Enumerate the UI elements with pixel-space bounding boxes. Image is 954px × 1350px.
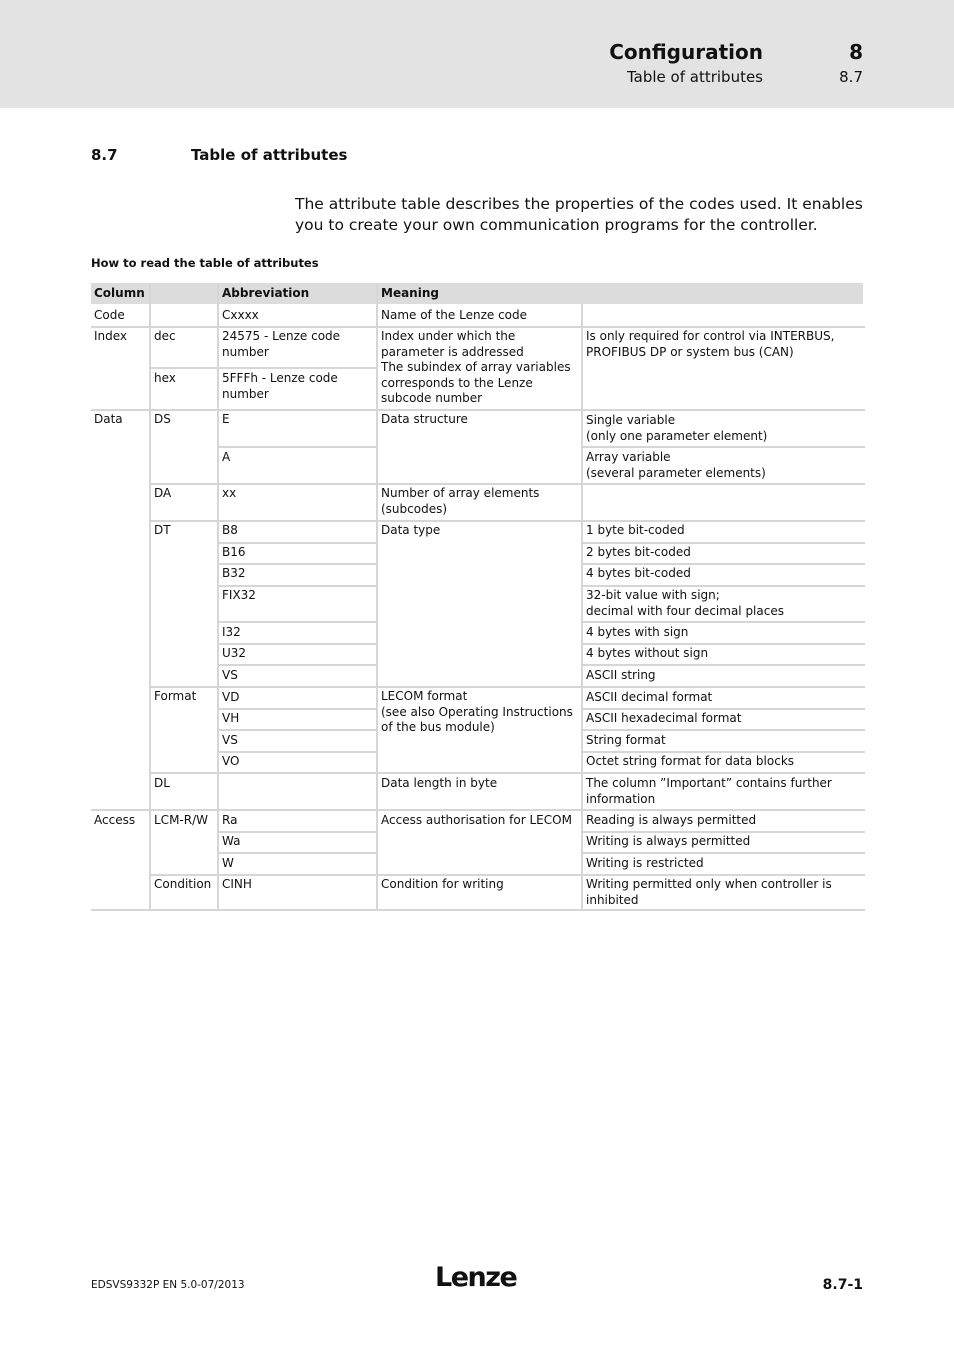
- table-cell: VO: [222, 754, 240, 768]
- header-column: Column: [94, 286, 145, 300]
- header-meaning: Meaning: [381, 286, 439, 300]
- table-cell: Name of the Lenze code: [381, 308, 528, 322]
- chapter-number: 8: [849, 40, 863, 64]
- table-cell: Wa: [222, 834, 241, 848]
- table-cell: B16: [222, 545, 246, 559]
- table-cell: W: [222, 856, 234, 870]
- document-id: EDSVS9332P EN 5.0-07/2013: [91, 1279, 245, 1291]
- table-cell: Data: [94, 412, 123, 426]
- table-cell: Ra: [222, 813, 238, 827]
- table-cell: Data structure: [381, 412, 468, 426]
- table-cell: Is only required for control via INTERBUS, PROFIBUS DP or system bus (CAN): [586, 329, 835, 359]
- table-cell: Array variable (several parameter elements): [586, 450, 766, 480]
- table-cell: Format: [154, 689, 197, 703]
- intro-paragraph: The attribute table describes the properties of the codes used. It enables you to create your own communication programs for the controller.: [295, 195, 863, 234]
- table-cell: DS: [154, 412, 171, 426]
- table-cell: LCM-R/W: [154, 813, 208, 827]
- table-cell: 4 bytes bit-coded: [586, 566, 691, 580]
- table-cell: Octet string format for data blocks: [586, 754, 795, 768]
- table-caption: How to read the table of attributes: [91, 256, 319, 270]
- chapter-title: Configuration: [609, 40, 763, 64]
- table-cell: U32: [222, 646, 247, 660]
- table-cell: ASCII hexadecimal format: [586, 711, 742, 725]
- table-cell: 24575 - Lenze code number: [222, 329, 341, 359]
- table-cell: Code: [94, 308, 125, 322]
- table-cell: A: [222, 450, 231, 464]
- table-cell: Cxxxx: [222, 308, 259, 322]
- lenze-logo: Lenze: [435, 1262, 517, 1293]
- table-cell: 1 byte bit-coded: [586, 523, 685, 537]
- table-cell: I32: [222, 625, 241, 639]
- table-cell: Writing is restricted: [586, 856, 704, 870]
- table-cell: VS: [222, 733, 238, 747]
- table-cell: Data length in byte: [381, 776, 498, 790]
- table-cell: ASCII decimal format: [586, 690, 713, 704]
- table-cell: xx: [222, 486, 237, 500]
- table-cell: Reading is always permitted: [586, 813, 757, 827]
- table-cell: Writing permitted only when controller is inhibited: [586, 877, 832, 907]
- table-cell: E: [222, 412, 230, 426]
- table-cell: 4 bytes with sign: [586, 625, 689, 639]
- table-cell: FIX32: [222, 588, 256, 602]
- table-cell: Data type: [381, 523, 441, 537]
- page-number: 8.7-1: [822, 1277, 863, 1293]
- table-cell: VH: [222, 711, 240, 725]
- section-number: 8.7: [91, 146, 118, 164]
- table-cell: DA: [154, 486, 172, 500]
- section-title: Table of attributes: [191, 146, 348, 164]
- table-cell: 4 bytes without sign: [586, 646, 709, 660]
- table-cell: Index: [94, 329, 128, 343]
- table-cell: Condition: [154, 877, 212, 891]
- table-cell: CINH: [222, 877, 252, 891]
- table-cell: VS: [222, 668, 238, 682]
- table-cell: Single variable (only one parameter element): [586, 413, 768, 443]
- section-number-header: 8.7: [839, 68, 863, 86]
- table-cell: Number of array elements (subcodes): [381, 486, 540, 516]
- table-cell: B32: [222, 566, 246, 580]
- table-cell: Index under which the parameter is addressed The subindex of array variables corresponds to the Lenze subcode number: [381, 329, 571, 405]
- row-divider: [91, 909, 865, 911]
- table-cell: dec: [154, 329, 176, 343]
- table-cell: B8: [222, 523, 238, 537]
- table-cell: ASCII string: [586, 668, 656, 682]
- table-cell: 32-bit value with sign; decimal with four decimal places: [586, 588, 784, 618]
- table-cell: The column ”Important” contains further information: [586, 776, 832, 806]
- table-cell: Writing is always permitted: [586, 834, 751, 848]
- table-cell: 5FFFh - Lenze code number: [222, 371, 338, 401]
- table-cell: String format: [586, 733, 666, 747]
- table-cell: 2 bytes bit-coded: [586, 545, 691, 559]
- table-cell: DT: [154, 523, 171, 537]
- header-abbreviation: Abbreviation: [222, 286, 310, 300]
- table-cell: Access: [94, 813, 136, 827]
- table-cell: LECOM format (see also Operating Instructions of the bus module): [381, 689, 573, 734]
- table-cell: DL: [154, 776, 170, 790]
- chapter-subtitle: Table of attributes: [626, 68, 763, 86]
- table-cell: VD: [222, 690, 240, 704]
- table-cell: hex: [154, 371, 176, 385]
- table-cell: Condition for writing: [381, 877, 504, 891]
- table-cell: Access authorisation for LECOM: [381, 813, 572, 827]
